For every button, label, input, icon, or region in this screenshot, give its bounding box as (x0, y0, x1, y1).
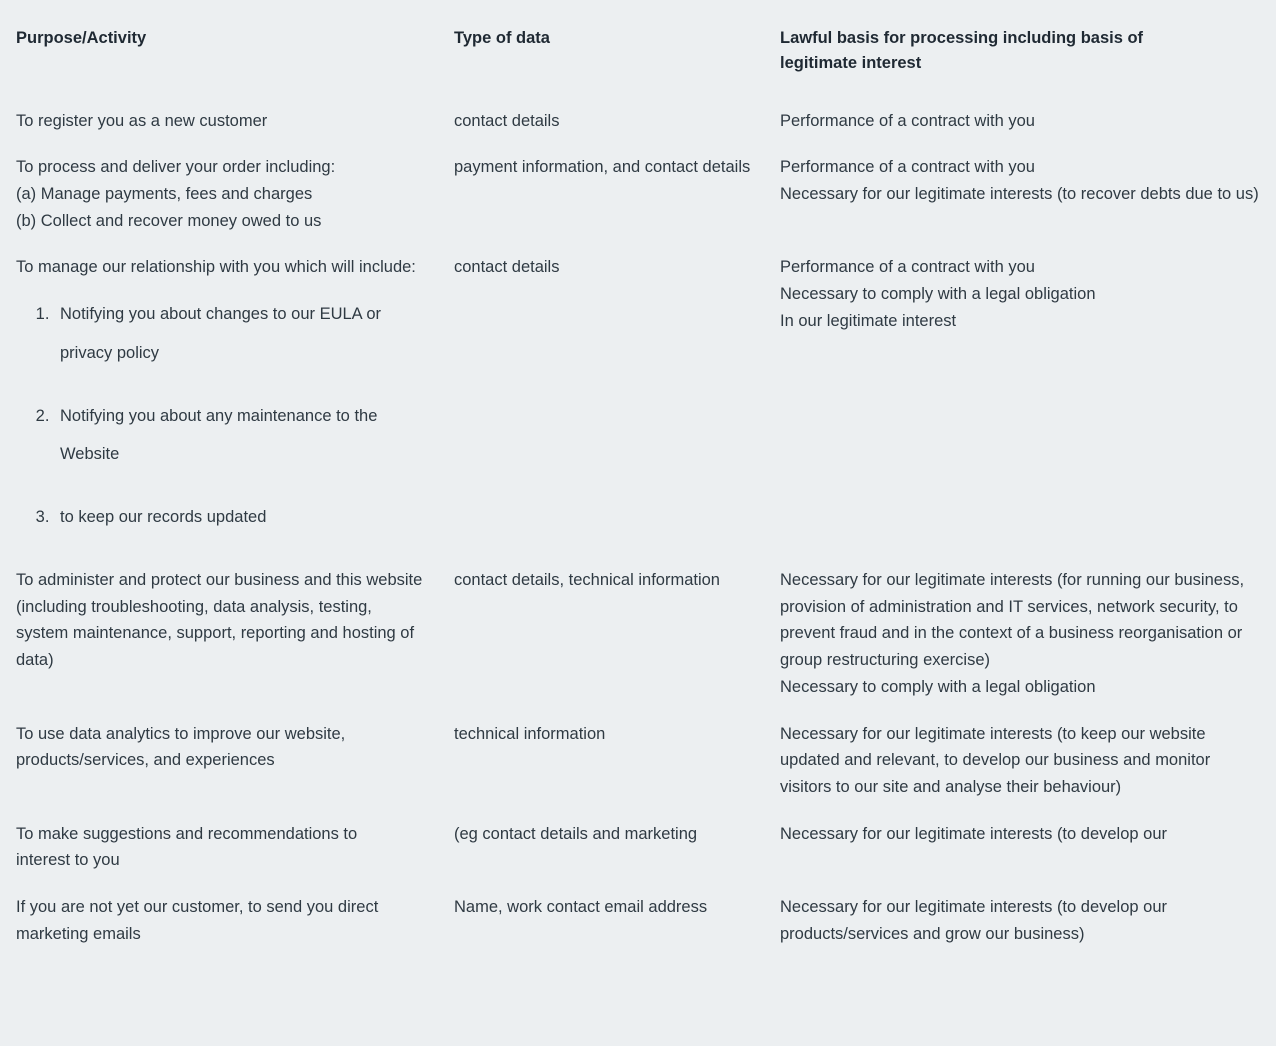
cell-text: Necessary for our legitimate interests (to recover debts due to us) (780, 184, 1259, 203)
cell-lawful-basis (780, 711, 1276, 811)
cell-purpose (0, 244, 454, 557)
column-header-lawful-basis: Lawful basis for processing including basis of legitimate interest (780, 29, 1144, 72)
list-item: 2. Notifying you about any maintenance to the Website (54, 397, 426, 475)
cell-text: Necessary to comply with a legal obligation (780, 285, 1096, 304)
cell-type-of-data (454, 711, 780, 811)
cell-text: contact details (454, 111, 560, 130)
cell-text: To process and deliver your order including: (16, 158, 336, 177)
cell-text: Necessary for our legitimate interests (for running our business, provision of administration and IT services, network security, to prevent fraud and in the context of a business reorganisation or group restructuring exercise) (780, 570, 1245, 670)
cell-lawful-basis (780, 244, 1276, 557)
cell-purpose (0, 144, 454, 244)
cell-purpose (0, 811, 454, 884)
cell-lawful-basis (780, 98, 1276, 145)
cell-text: Performance of a contract with you (780, 258, 1035, 277)
cell-lawful-basis (780, 884, 1276, 957)
table-row (0, 557, 1276, 711)
cell-type-of-data (454, 144, 780, 244)
cell-text: Necessary for our legitimate interests (to develop our (780, 824, 1168, 843)
cell-type-of-data (454, 884, 780, 957)
cell-text: To use data analytics to improve our website, products/services, and experiences (16, 724, 346, 770)
table-row (0, 98, 1276, 145)
cell-lawful-basis (780, 557, 1276, 711)
table-row (0, 811, 1276, 884)
cell-text: To make suggestions and recommendations to (16, 824, 358, 843)
cell-purpose (0, 98, 454, 145)
cell-text: Necessary for our legitimate interests (to keep our website updated and relevant, to develop our business and monitor visitors to our site and analyse their behaviour) (780, 724, 1211, 796)
cell-text: (a) Manage payments, fees and charges (16, 184, 313, 203)
cell-text: contact details, technical information (454, 570, 720, 589)
cell-lawful-basis (780, 144, 1276, 244)
cell-lawful-basis (780, 811, 1276, 884)
table-head (0, 0, 1276, 98)
cell-text: (b) Collect and recover money owed to us (16, 211, 322, 230)
table-row (0, 244, 1276, 557)
column-header-purpose: Purpose/Activity (16, 29, 147, 47)
cell-type-of-data (454, 811, 780, 884)
list-item: 1. Notifying you about changes to our EULA or privacy policy (54, 295, 426, 373)
column-header-type-of-data: Type of data (454, 29, 550, 47)
cell-purpose (0, 711, 454, 811)
cell-text: Performance of a contract with you (780, 111, 1035, 130)
table-header-row (0, 0, 1276, 98)
list-item: 3. to keep our records updated (54, 498, 426, 537)
cell-type-of-data (454, 98, 780, 145)
cell-text: If you are not yet our customer, to send you direct marketing emails (16, 898, 379, 943)
cell-text: (eg contact details and marketing (454, 824, 698, 843)
cell-text: To register you as a new customer (16, 111, 268, 130)
cell-text: Necessary to comply with a legal obligation (780, 677, 1096, 696)
table-row (0, 884, 1276, 957)
cell-text: Performance of a contract with you (780, 158, 1035, 177)
cell-text: In our legitimate interest (780, 311, 957, 330)
cell-type-of-data (454, 244, 780, 557)
cell-purpose (0, 884, 454, 957)
cell-text: interest to you (16, 851, 120, 870)
table-row (0, 144, 1276, 244)
purpose-sub-list (16, 295, 426, 537)
table-row (0, 711, 1276, 811)
table-body (0, 98, 1276, 958)
cell-text: Name, work contact email address (454, 898, 708, 917)
cell-type-of-data (454, 557, 780, 711)
cell-text: Necessary for our legitimate interests (to develop our products/services and grow our business) (780, 898, 1168, 943)
cell-text: payment information, and contact details (454, 158, 751, 177)
cell-purpose (0, 557, 454, 711)
cell-text: To administer and protect our business and this website (including troubleshooting, data analysis, testing, system maintenance, support, reporting and hosting of data) (16, 570, 423, 670)
cell-text: To manage our relationship with you which will include: (16, 258, 416, 277)
cell-text: contact details (454, 258, 560, 277)
cell-text: technical information (454, 724, 606, 743)
